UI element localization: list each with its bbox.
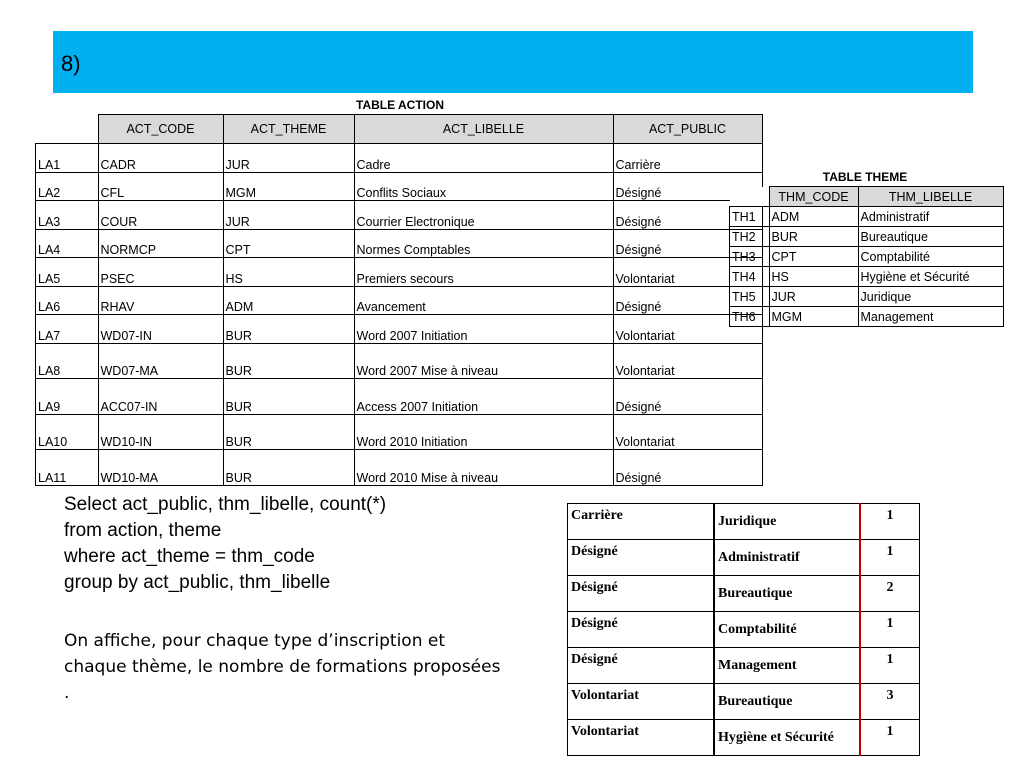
- result-row: [568, 576, 920, 612]
- table-cell: JUR: [769, 287, 858, 307]
- header-cell: THM_LIBELLE: [858, 187, 1003, 207]
- result-cell: Administratif: [714, 540, 860, 576]
- action-table-header: [36, 115, 763, 144]
- table-row: [36, 258, 763, 287]
- table-cell: LA1: [36, 144, 99, 173]
- table-row: [36, 229, 763, 258]
- table-cell: HS: [769, 267, 858, 287]
- result-cell: Désigné: [568, 612, 715, 648]
- result-row: [568, 720, 920, 756]
- table-row: [36, 414, 763, 450]
- result-cell: 3: [860, 684, 920, 720]
- table-cell: ACC07-IN: [98, 379, 223, 415]
- table-cell: Désigné: [613, 172, 762, 201]
- explanation-note: On affiche, pour chaque type d’inscription et chaque thème, le nombre de formations proposées .: [64, 631, 501, 703]
- table-row: [36, 172, 763, 201]
- table-cell: BUR: [223, 450, 354, 486]
- result-cell: Juridique: [714, 504, 860, 540]
- result-cell: 2: [860, 576, 920, 612]
- table-row: [730, 307, 1004, 327]
- result-cell: Volontariat: [568, 720, 715, 756]
- table-cell: MGM: [223, 172, 354, 201]
- table-cell: JUR: [223, 201, 354, 230]
- result-cell: Désigné: [568, 576, 715, 612]
- table-cell: Désigné: [613, 286, 762, 315]
- theme-table: [729, 186, 1004, 327]
- table-row: [730, 207, 1004, 227]
- result-cell: Bureautique: [714, 684, 860, 720]
- table-cell: TH2: [730, 227, 770, 247]
- table-cell: WD10-MA: [98, 450, 223, 486]
- result-cell: 1: [860, 720, 920, 756]
- table-cell: HS: [223, 258, 354, 287]
- theme-table-header: [730, 187, 1004, 207]
- action-table-caption: TABLE ACTION: [356, 98, 444, 112]
- result-cell: Hygiène et Sécurité: [714, 720, 860, 756]
- table-cell: Juridique: [858, 287, 1003, 307]
- table-cell: CPT: [223, 229, 354, 258]
- table-cell: LA10: [36, 414, 99, 450]
- table-cell: Conflits Sociaux: [354, 172, 613, 201]
- table-cell: TH3: [730, 247, 770, 267]
- table-cell: BUR: [223, 343, 354, 379]
- table-cell: Volontariat: [613, 414, 762, 450]
- table-cell: LA4: [36, 229, 99, 258]
- result-cell: Désigné: [568, 648, 715, 684]
- table-cell: Word 2010 Initiation: [354, 414, 613, 450]
- table-row: [36, 343, 763, 379]
- table-cell: Cadre: [354, 144, 613, 173]
- table-cell: LA7: [36, 315, 99, 344]
- result-cell: 1: [860, 648, 920, 684]
- table-cell: Premiers secours: [354, 258, 613, 287]
- table-cell: Carrière: [613, 144, 762, 173]
- table-cell: Bureautique: [858, 227, 1003, 247]
- table-cell: Avancement: [354, 286, 613, 315]
- table-cell: WD10-IN: [98, 414, 223, 450]
- table-cell: Comptabilité: [858, 247, 1003, 267]
- result-row: [568, 612, 920, 648]
- table-cell: BUR: [223, 315, 354, 344]
- header-cell: ACT_PUBLIC: [613, 115, 762, 144]
- sql-line: Select act_public, thm_libelle, count(*): [64, 494, 387, 515]
- header-blank-cell: [36, 115, 99, 144]
- table-cell: CFL: [98, 172, 223, 201]
- table-cell: COUR: [98, 201, 223, 230]
- table-cell: WD07-IN: [98, 315, 223, 344]
- result-cell: Comptabilité: [714, 612, 860, 648]
- result-cell: 1: [860, 504, 920, 540]
- table-cell: Désigné: [613, 201, 762, 230]
- result-row: [568, 504, 920, 540]
- table-row: [36, 450, 763, 486]
- result-cell: Bureautique: [714, 576, 860, 612]
- slide-header-bar: [53, 31, 973, 93]
- table-cell: CPT: [769, 247, 858, 267]
- header-cell: ACT_THEME: [223, 115, 354, 144]
- header-cell: THM_CODE: [769, 187, 858, 207]
- table-cell: Administratif: [858, 207, 1003, 227]
- table-cell: Volontariat: [613, 258, 762, 287]
- result-row: [568, 540, 920, 576]
- table-cell: WD07-MA: [98, 343, 223, 379]
- table-cell: Word 2010 Mise à niveau: [354, 450, 613, 486]
- sql-line: where act_theme = thm_code: [64, 546, 315, 567]
- table-cell: TH5: [730, 287, 770, 307]
- table-cell: BUR: [769, 227, 858, 247]
- result-row: [568, 684, 920, 720]
- action-table: [35, 114, 763, 486]
- table-row: [36, 144, 763, 173]
- table-cell: Désigné: [613, 379, 762, 415]
- table-cell: TH4: [730, 267, 770, 287]
- table-cell: BUR: [223, 414, 354, 450]
- sql-line: from action, theme: [64, 520, 222, 541]
- table-row: [730, 227, 1004, 247]
- table-cell: Word 2007 Mise à niveau: [354, 343, 613, 379]
- table-cell: LA5: [36, 258, 99, 287]
- table-cell: Désigné: [613, 450, 762, 486]
- table-cell: Normes Comptables: [354, 229, 613, 258]
- table-row: [36, 201, 763, 230]
- result-cell: Désigné: [568, 540, 715, 576]
- table-cell: Hygiène et Sécurité: [858, 267, 1003, 287]
- table-row: [36, 286, 763, 315]
- table-cell: CADR: [98, 144, 223, 173]
- table-row: [730, 267, 1004, 287]
- table-cell: PSEC: [98, 258, 223, 287]
- table-cell: Management: [858, 307, 1003, 327]
- table-cell: Volontariat: [613, 343, 762, 379]
- table-cell: BUR: [223, 379, 354, 415]
- result-row: [568, 648, 920, 684]
- table-cell: Courrier Electronique: [354, 201, 613, 230]
- table-cell: Désigné: [613, 229, 762, 258]
- table-row: [36, 315, 763, 344]
- result-cell: 1: [860, 612, 920, 648]
- table-cell: LA11: [36, 450, 99, 486]
- theme-table-caption: TABLE THEME: [822, 170, 908, 184]
- table-cell: ADM: [223, 286, 354, 315]
- sql-line: group by act_public, thm_libelle: [64, 572, 331, 593]
- result-cell: Management: [714, 648, 860, 684]
- result-cell: Carrière: [568, 504, 715, 540]
- header-cell: ACT_CODE: [98, 115, 223, 144]
- sql-query: [64, 492, 386, 596]
- table-cell: LA8: [36, 343, 99, 379]
- header-blank-cell: [730, 187, 770, 207]
- table-cell: NORMCP: [98, 229, 223, 258]
- table-cell: Volontariat: [613, 315, 762, 344]
- table-cell: LA6: [36, 286, 99, 315]
- slide-title: 8): [61, 51, 81, 76]
- result-cell: 1: [860, 540, 920, 576]
- table-cell: LA2: [36, 172, 99, 201]
- table-cell: Word 2007 Initiation: [354, 315, 613, 344]
- table-cell: Access 2007 Initiation: [354, 379, 613, 415]
- result-table: [567, 503, 920, 756]
- table-cell: RHAV: [98, 286, 223, 315]
- table-row: [36, 379, 763, 415]
- table-cell: MGM: [769, 307, 858, 327]
- table-cell: ADM: [769, 207, 858, 227]
- table-cell: TH1: [730, 207, 770, 227]
- result-cell: Volontariat: [568, 684, 715, 720]
- table-cell: JUR: [223, 144, 354, 173]
- table-row: [730, 287, 1004, 307]
- table-cell: TH6: [730, 307, 770, 327]
- table-cell: LA3: [36, 201, 99, 230]
- header-cell: ACT_LIBELLE: [354, 115, 613, 144]
- table-row: [730, 247, 1004, 267]
- table-cell: LA9: [36, 379, 99, 415]
